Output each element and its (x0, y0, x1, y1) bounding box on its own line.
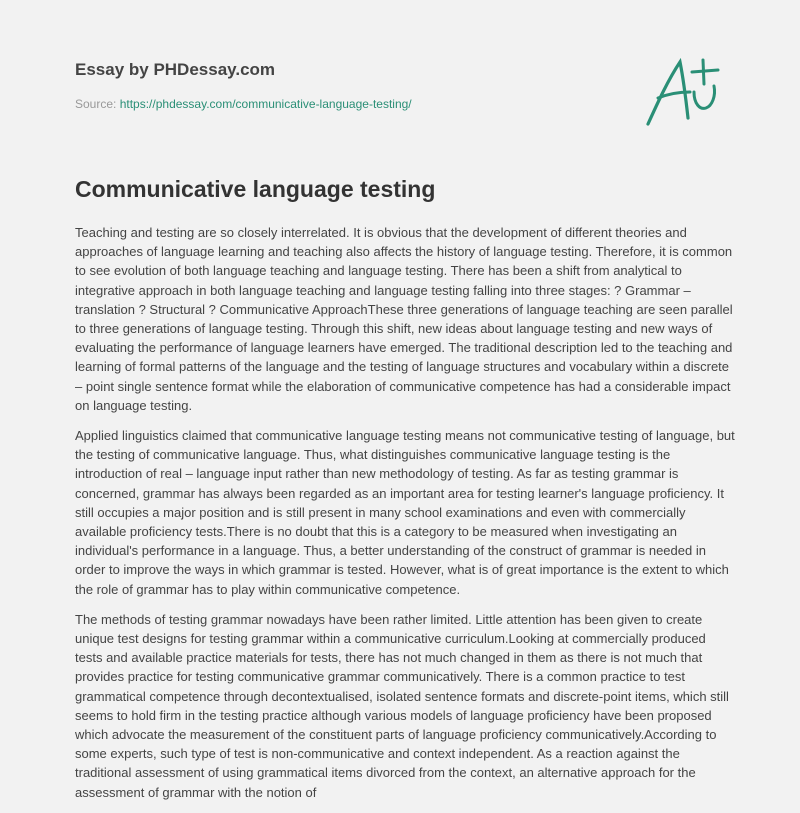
essay-body (75, 223, 735, 813)
essay-title: Communicative language testing (75, 176, 436, 202)
paragraph: The methods of testing grammar nowadays have been rather limited. Little attention has been given to create unique test designs for testing grammar within a communicative curriculum.Looking at commercially produced tests and available practice materials for tests, there has not much changed in them as there is not much that provides practice for testing communicative grammar communicatively. There is a common practice to test grammatical competence through decontextualised, isolated sentence formats and discrete-point items, which still seems to hold firm in the testing practice although various models of language proficiency have been proposed which advocate the measurement of the constituent parts of language proficiency communicatively.According to some experts, such type of test is non-communicative and context independent. As a reaction against the traditional assessment of using grammatical items divorced from the context, an alternative approach for the assessment of grammar with the notion of (75, 611, 729, 800)
paragraph: Applied linguistics claimed that communicative language testing means not communicative testing of language, but the testing of communicative language. Thus, what distinguishes communicative language testing is the introduction of real – language input rather than new methodology of testing. As far as testing grammar is concerned, grammar has always been regarded as an important area for testing learner's language proficiency. It still occupies a major position and is still present in many school examinations and even with commercially available proficiency tests.There is no doubt that this is a category to be measured when investigating an individual's performance in a language. Thus, a better understanding of the construct of grammar is needed in order to improve the ways in which grammar is tested. However, what is of great importance is the extent to which the role of grammar has to play within communicative competence. (75, 428, 735, 597)
source-link[interactable]: https://phdessay.com/communicative-language-testing/ (119, 97, 412, 111)
source-label: Source: (75, 97, 120, 111)
source-line (75, 97, 412, 111)
paragraph: Teaching and testing are so closely interrelated. It is obvious that the development of different theories and approaches of language learning and teaching also affects the history of language testing. Therefore, it is common to see evolution of both language teaching and language testing. There has been a shift from analytical to integrative approach in both language teaching and language testing falling into three stages: ? Grammar – translation ? Structural ? Communicative ApproachThese three generations of language teaching are seen parallel to three generations of language testing. Through this shift, new ideas about language testing and new ways of evaluating the performance of language learners have emerged. The traditional description led to the teaching and learning of formal patterns of the language and the testing of language structures and vocabulary within a discrete – point single sentence format while the elaboration of communicative competence has had a considerable impact on language testing. (75, 225, 733, 413)
site-title: Essay by PHDessay.com (75, 60, 276, 79)
a-plus-logo-icon (640, 52, 730, 132)
